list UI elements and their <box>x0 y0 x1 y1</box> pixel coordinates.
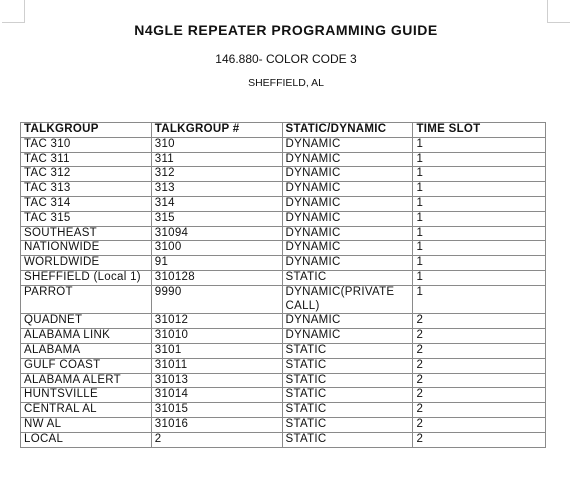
cell-time-slot: 1 <box>413 137 546 152</box>
table-row <box>21 211 546 226</box>
cell-talkgroup-number: 314 <box>151 196 282 211</box>
table-row <box>21 152 546 167</box>
cell-talkgroup: ALABAMA LINK <box>21 329 152 344</box>
table-row <box>21 226 546 241</box>
cell-talkgroup-number: 311 <box>151 152 282 167</box>
cell-time-slot: 2 <box>413 403 546 418</box>
header-talkgroup-number: TALKGROUP # <box>151 123 282 138</box>
cell-static-dynamic: DYNAMIC <box>282 167 413 182</box>
cell-talkgroup: GULF COAST <box>21 358 152 373</box>
cell-talkgroup-number: 91 <box>151 256 282 271</box>
cell-time-slot: 1 <box>413 285 546 314</box>
cell-talkgroup-number: 31016 <box>151 417 282 432</box>
cell-talkgroup: HUNTSVILLE <box>21 388 152 403</box>
table-row <box>21 137 546 152</box>
table-body <box>21 137 546 447</box>
cell-time-slot: 1 <box>413 211 546 226</box>
page-corner-right <box>547 0 570 23</box>
cell-talkgroup-number: 31015 <box>151 403 282 418</box>
cell-time-slot: 2 <box>413 358 546 373</box>
cell-static-dynamic: STATIC <box>282 358 413 373</box>
table-row <box>21 373 546 388</box>
cell-static-dynamic: DYNAMIC(PRIVATE CALL) <box>282 285 413 314</box>
cell-talkgroup-number: 3101 <box>151 343 282 358</box>
cell-static-dynamic: STATIC <box>282 388 413 403</box>
table-row <box>21 285 546 314</box>
cell-talkgroup: TAC 311 <box>21 152 152 167</box>
cell-talkgroup-number: 9990 <box>151 285 282 314</box>
cell-talkgroup: TAC 313 <box>21 182 152 197</box>
cell-talkgroup: TAC 310 <box>21 137 152 152</box>
cell-talkgroup: WORLDWIDE <box>21 256 152 271</box>
cell-static-dynamic: DYNAMIC <box>282 182 413 197</box>
cell-time-slot: 1 <box>413 256 546 271</box>
table-row <box>21 417 546 432</box>
cell-time-slot: 2 <box>413 314 546 329</box>
cell-talkgroup: TAC 312 <box>21 167 152 182</box>
cell-talkgroup-number: 31010 <box>151 329 282 344</box>
cell-static-dynamic: DYNAMIC <box>282 226 413 241</box>
cell-time-slot: 1 <box>413 167 546 182</box>
table-row <box>21 329 546 344</box>
cell-talkgroup: TAC 314 <box>21 196 152 211</box>
cell-talkgroup-number: 31011 <box>151 358 282 373</box>
cell-time-slot: 2 <box>413 432 546 447</box>
cell-talkgroup-number: 3100 <box>151 241 282 256</box>
document-location: SHEFFIELD, AL <box>248 77 324 89</box>
cell-talkgroup-number: 310128 <box>151 270 282 285</box>
table-row <box>21 432 546 447</box>
cell-time-slot: 1 <box>413 152 546 167</box>
cell-talkgroup-number: 315 <box>151 211 282 226</box>
cell-talkgroup-number: 31094 <box>151 226 282 241</box>
header-static-dynamic: STATIC/DYNAMIC <box>282 123 413 138</box>
table-row <box>21 270 546 285</box>
cell-talkgroup-number: 310 <box>151 137 282 152</box>
header-time-slot: TIME SLOT <box>413 123 546 138</box>
document-title: N4GLE REPEATER PROGRAMMING GUIDE <box>134 22 438 38</box>
cell-static-dynamic: STATIC <box>282 373 413 388</box>
cell-talkgroup-number: 31013 <box>151 373 282 388</box>
table-header-row <box>21 123 546 138</box>
cell-time-slot: 1 <box>413 182 546 197</box>
cell-time-slot: 2 <box>413 388 546 403</box>
cell-time-slot: 2 <box>413 329 546 344</box>
cell-time-slot: 2 <box>413 343 546 358</box>
table-row <box>21 196 546 211</box>
cell-talkgroup: ALABAMA <box>21 343 152 358</box>
cell-static-dynamic: DYNAMIC <box>282 211 413 226</box>
cell-static-dynamic: DYNAMIC <box>282 314 413 329</box>
cell-talkgroup: ALABAMA ALERT <box>21 373 152 388</box>
page-corner-left <box>2 0 25 23</box>
cell-static-dynamic: STATIC <box>282 417 413 432</box>
table-row <box>21 343 546 358</box>
cell-time-slot: 1 <box>413 241 546 256</box>
cell-talkgroup: NATIONWIDE <box>21 241 152 256</box>
cell-static-dynamic: DYNAMIC <box>282 329 413 344</box>
document-subtitle: 146.880- COLOR CODE 3 <box>215 52 357 66</box>
header-talkgroup: TALKGROUP <box>21 123 152 138</box>
cell-time-slot: 2 <box>413 417 546 432</box>
cell-time-slot: 1 <box>413 270 546 285</box>
cell-static-dynamic: DYNAMIC <box>282 196 413 211</box>
cell-talkgroup: SHEFFIELD (Local 1) <box>21 270 152 285</box>
cell-talkgroup-number: 31012 <box>151 314 282 329</box>
cell-static-dynamic: DYNAMIC <box>282 137 413 152</box>
cell-static-dynamic: STATIC <box>282 403 413 418</box>
cell-talkgroup: PARROT <box>21 285 152 314</box>
cell-time-slot: 1 <box>413 226 546 241</box>
cell-talkgroup: LOCAL <box>21 432 152 447</box>
table-row <box>21 403 546 418</box>
cell-talkgroup-number: 2 <box>151 432 282 447</box>
cell-static-dynamic: DYNAMIC <box>282 256 413 271</box>
cell-static-dynamic: STATIC <box>282 343 413 358</box>
talkgroup-table <box>20 122 546 448</box>
cell-talkgroup: TAC 315 <box>21 211 152 226</box>
cell-static-dynamic: DYNAMIC <box>282 152 413 167</box>
table-row <box>21 358 546 373</box>
table-row <box>21 388 546 403</box>
cell-talkgroup: CENTRAL AL <box>21 403 152 418</box>
cell-static-dynamic: STATIC <box>282 270 413 285</box>
cell-talkgroup: NW AL <box>21 417 152 432</box>
cell-time-slot: 1 <box>413 196 546 211</box>
table-row <box>21 241 546 256</box>
table-row <box>21 314 546 329</box>
cell-talkgroup: QUADNET <box>21 314 152 329</box>
cell-time-slot: 2 <box>413 373 546 388</box>
table-row <box>21 256 546 271</box>
cell-talkgroup-number: 31014 <box>151 388 282 403</box>
cell-static-dynamic: DYNAMIC <box>282 241 413 256</box>
cell-talkgroup-number: 312 <box>151 167 282 182</box>
table-row <box>21 167 546 182</box>
table-row <box>21 182 546 197</box>
cell-static-dynamic: STATIC <box>282 432 413 447</box>
cell-talkgroup: SOUTHEAST <box>21 226 152 241</box>
cell-talkgroup-number: 313 <box>151 182 282 197</box>
